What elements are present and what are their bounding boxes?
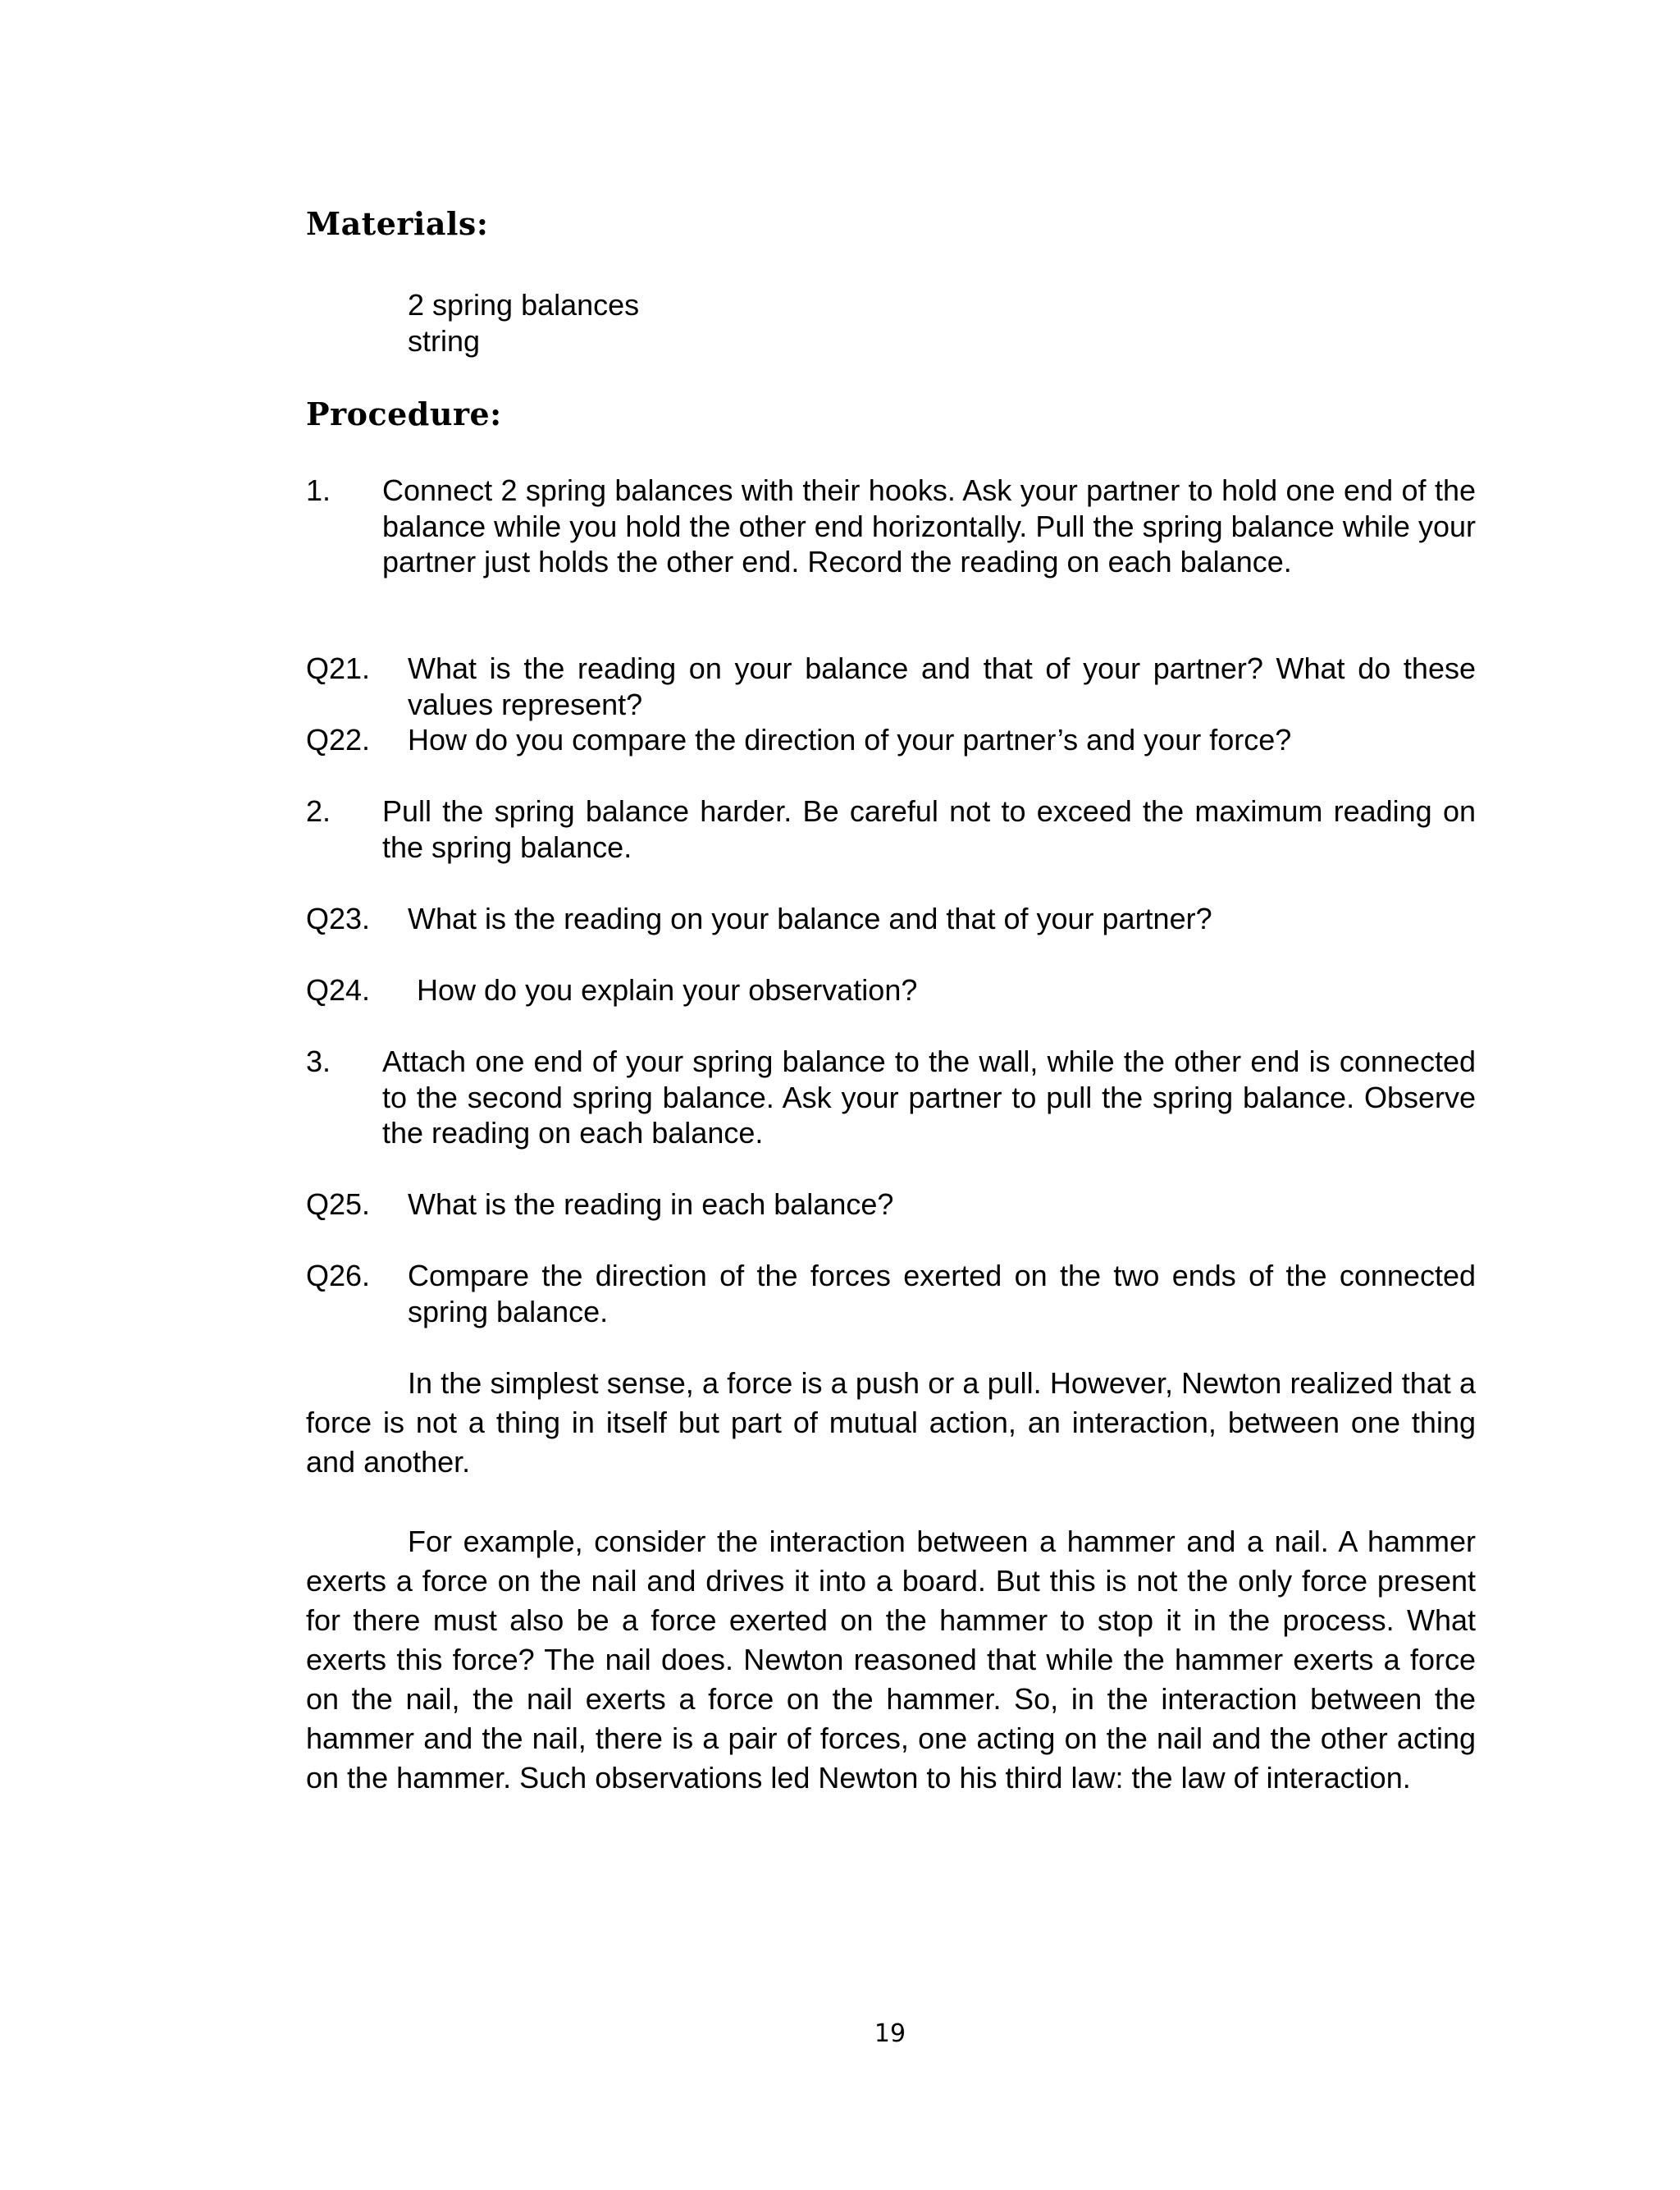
question-number: Q22.	[306, 723, 371, 757]
question-text: Compare the direction of the forces exerted on the two ends of the connected spring balance.	[408, 1259, 1476, 1328]
question-text: What is the reading on your balance and that of your partner?	[408, 902, 1212, 935]
procedure-step-1	[306, 473, 1476, 580]
procedure-step-2	[306, 793, 1476, 865]
question-q23	[306, 901, 1476, 937]
page-number: 19	[874, 2019, 906, 2048]
materials-list	[408, 287, 639, 359]
step-text: Pull the spring balance harder. Be careful not to exceed the maximum reading on the spring balance.	[382, 794, 1476, 864]
step-number: 1.	[306, 473, 331, 507]
procedure-heading: Procedure:	[306, 395, 502, 432]
question-text: How do you compare the direction of your partner’s and your force?	[408, 723, 1292, 757]
materials-heading: Materials:	[306, 205, 489, 242]
question-text: What is the reading in each balance?	[408, 1187, 894, 1221]
body-paragraph: For example, consider the interaction between a hammer and a nail. A hammer exerts a force on the nail and drives it into a board. But this is not the only force present for there must also be a force exerted on the hammer to stop it in the process. What exerts this force? The nail does. Newton reasoned that while the hammer exerts a force on the nail, the nail exerts a force on the hammer. So, in the interaction between the hammer and the nail, there is a pair of forces, one acting on the nail and the other acting on the hammer. Such observations led Newton to his third law: the law of interaction.	[306, 1525, 1476, 1795]
question-number: Q26.	[306, 1259, 371, 1292]
question-q25	[306, 1186, 1476, 1223]
body-paragraph: In the simplest sense, a force is a push or a pull. However, Newton realized that a force is not a thing in itself but part of mutual action, an interaction, between one thing and another.	[306, 1366, 1476, 1479]
question-number: Q24.	[306, 973, 371, 1007]
question-q22	[306, 722, 1476, 758]
materials-item: string	[408, 324, 481, 358]
step-number: 3.	[306, 1045, 331, 1078]
procedure-step-3	[306, 1044, 1476, 1151]
step-text: Connect 2 spring balances with their hooks. Ask your partner to hold one end of the balance while you hold the other end horizontally. Pull the spring balance while your partner just holds the other end. Record the reading on each balance.	[382, 473, 1476, 578]
question-number: Q21.	[306, 652, 371, 685]
question-number: Q25.	[306, 1187, 371, 1221]
question-q26	[306, 1258, 1476, 1329]
materials-item: 2 spring balances	[408, 288, 640, 322]
step-number: 2.	[306, 794, 331, 828]
question-text: How do you explain your observation?	[417, 973, 918, 1007]
question-text: What is the reading on your balance and that of your partner? What do these values represent?	[408, 652, 1476, 721]
step-text: Attach one end of your spring balance to the wall, while the other end is connected to the second spring balance. Ask your partner to pull the spring balance. Observe the reading on each balance.	[382, 1045, 1476, 1150]
question-q21	[306, 651, 1476, 722]
question-q24	[306, 972, 1476, 1008]
question-number: Q23.	[306, 902, 371, 935]
